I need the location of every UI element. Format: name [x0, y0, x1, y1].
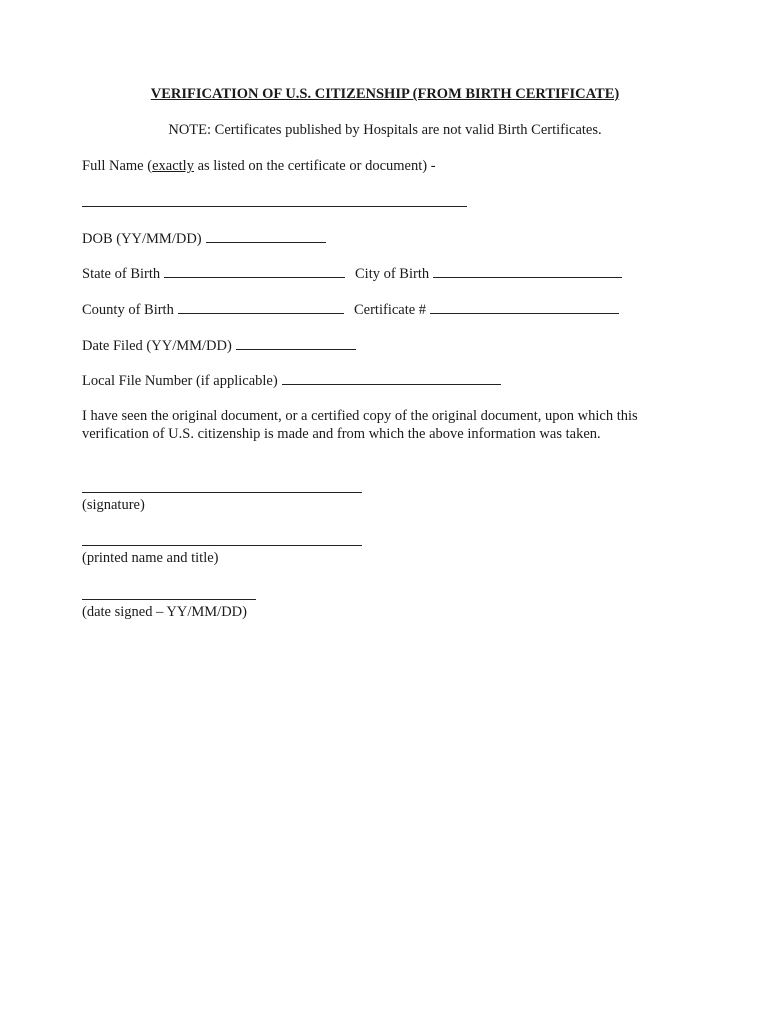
date-signed-caption: (date signed – YY/MM/DD): [82, 604, 247, 620]
county-of-birth-label: County of Birth: [82, 302, 174, 318]
document-title: VERIFICATION OF U.S. CITIZENSHIP (FROM BIRTH CERTIFICATE): [150, 86, 620, 102]
full-name-label: [82, 157, 436, 175]
county-of-birth-row: [82, 300, 344, 319]
full-name-label-emphasis: exactly: [152, 158, 194, 174]
state-of-birth-row: [82, 264, 345, 283]
city-of-birth-field[interactable]: [433, 264, 622, 278]
verification-statement: I have seen the original document, or a certified copy of the original document, upon which this verification of U.S. citizenship is made and from which the above information was taken.: [82, 408, 638, 442]
city-of-birth-row: [355, 264, 622, 283]
date-signed-field[interactable]: [82, 599, 256, 600]
printed-name-caption: (printed name and title): [82, 550, 219, 566]
local-file-number-label: Local File Number (if applicable): [82, 373, 278, 389]
date-filed-row: [82, 336, 356, 355]
hospital-certificate-note: NOTE: Certificates published by Hospitals are not valid Birth Certificates.: [168, 122, 602, 138]
date-filed-label: Date Filed (YY/MM/DD): [82, 338, 232, 354]
city-of-birth-label: City of Birth: [355, 266, 430, 282]
signature-caption: (signature): [82, 497, 145, 513]
full-name-field[interactable]: [82, 206, 467, 207]
printed-name-field[interactable]: [82, 545, 362, 546]
certificate-number-row: [354, 300, 619, 319]
signature-field[interactable]: [82, 492, 362, 493]
state-of-birth-field[interactable]: [164, 264, 345, 278]
full-name-label-suffix: as listed on the certificate or document) -: [193, 158, 436, 174]
full-name-label-prefix: Full Name (: [82, 158, 153, 174]
local-file-number-field[interactable]: [282, 371, 501, 385]
dob-label: DOB (YY/MM/DD): [82, 231, 202, 247]
certificate-number-label: Certificate #: [354, 302, 427, 318]
local-file-number-row: [82, 371, 501, 390]
dob-field[interactable]: [206, 229, 326, 243]
dob-row: [82, 229, 326, 248]
certificate-number-field[interactable]: [430, 300, 619, 314]
state-of-birth-label: State of Birth: [82, 266, 161, 282]
county-of-birth-field[interactable]: [178, 300, 344, 314]
date-filed-field[interactable]: [236, 336, 356, 350]
